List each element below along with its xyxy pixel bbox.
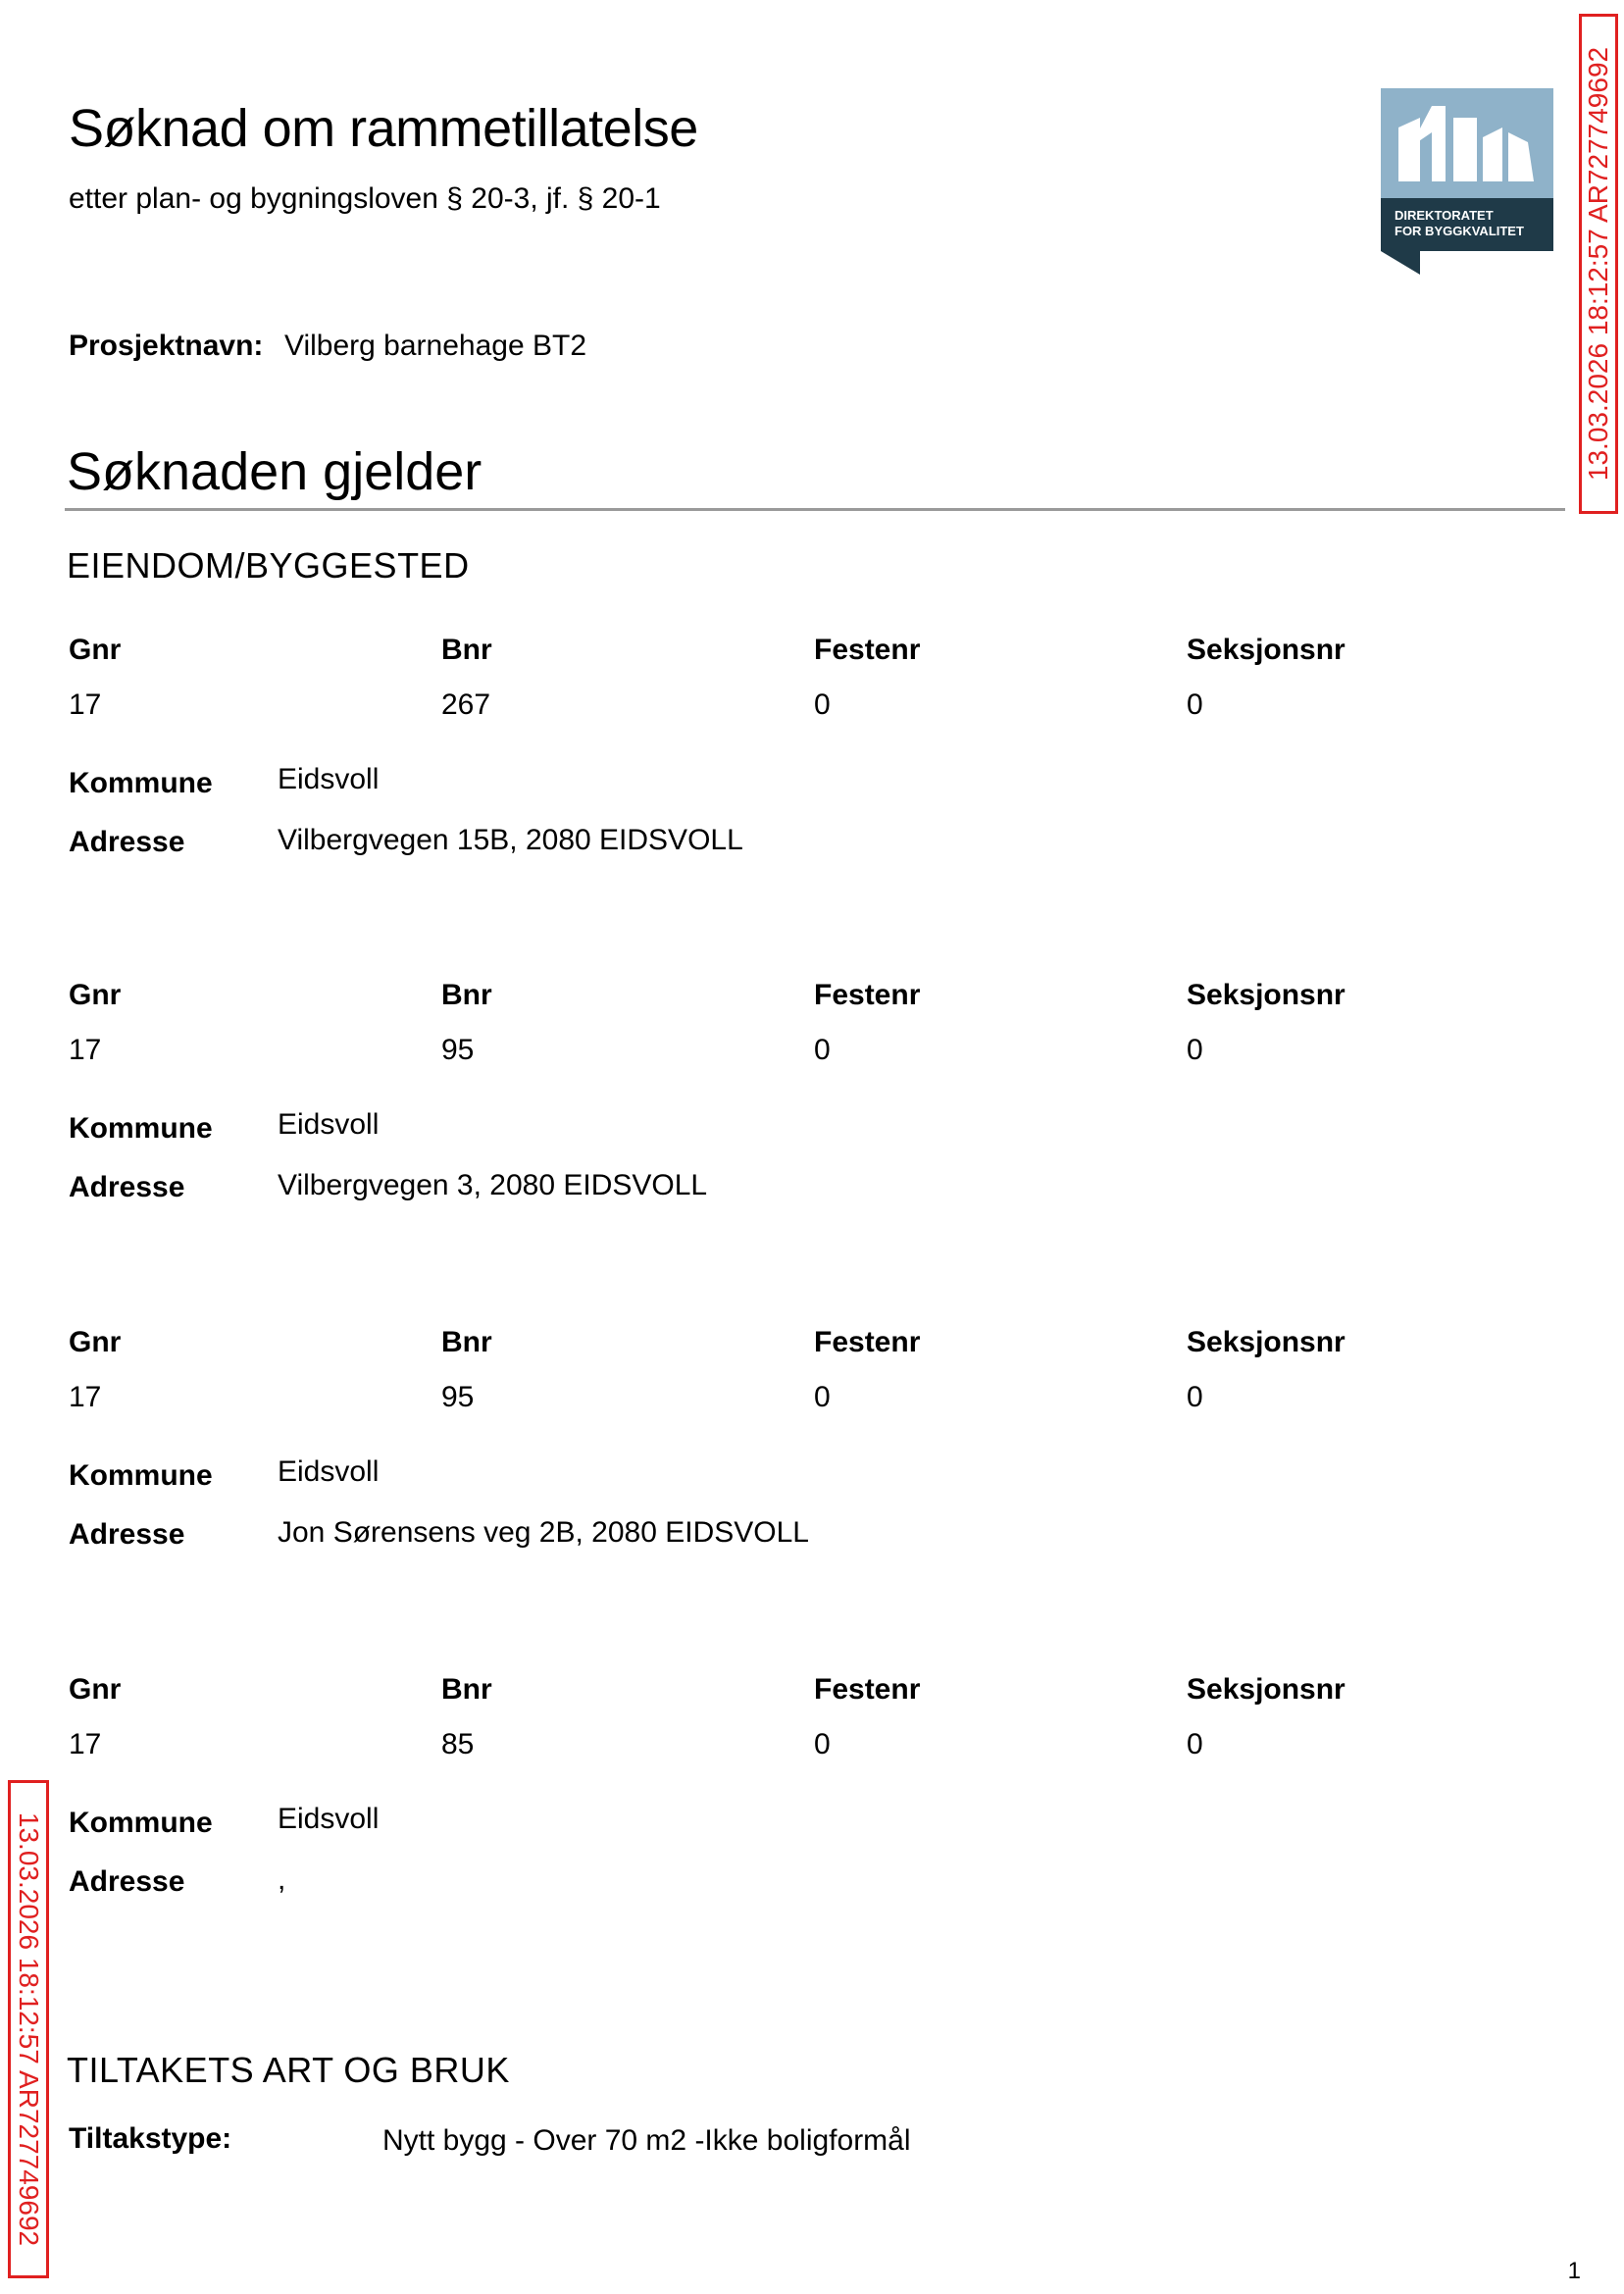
section-title: Søknaden gjelder xyxy=(67,442,482,501)
logo-text xyxy=(1381,198,1553,251)
date-stamp-right xyxy=(1579,14,1618,514)
kommune-value: Eidsvoll xyxy=(278,1455,380,1488)
bnr-value: 95 xyxy=(441,1034,475,1066)
kommune-value: Eidsvoll xyxy=(278,1803,380,1835)
festenr-label: Festenr xyxy=(814,979,921,1011)
page-number: 1 xyxy=(1567,2258,1581,2284)
gnr-label: Gnr xyxy=(69,979,122,1011)
project-name: Vilberg barnehage BT2 xyxy=(284,330,586,362)
stamp-text: 13.03.2026 18:12:57 AR727749692 xyxy=(1583,46,1614,482)
festenr-value: 0 xyxy=(814,1381,831,1413)
adresse-value: Jon Sørensens veg 2B, 2080 EIDSVOLL xyxy=(278,1516,809,1549)
festenr-label: Festenr xyxy=(814,1673,921,1706)
seksjonsnr-value: 0 xyxy=(1187,1034,1203,1066)
kommune-label: Kommune xyxy=(69,1459,213,1492)
kommune-label: Kommune xyxy=(69,1807,213,1839)
gnr-label: Gnr xyxy=(69,1326,122,1358)
logo-tail xyxy=(1381,251,1420,275)
logo-line2: FOR BYGGKVALITET xyxy=(1395,224,1524,238)
kommune-value: Eidsvoll xyxy=(278,763,380,795)
building-icon xyxy=(1381,88,1553,198)
festenr-value: 0 xyxy=(814,1728,831,1760)
seksjonsnr-label: Seksjonsnr xyxy=(1187,1673,1345,1706)
festenr-value: 0 xyxy=(814,688,831,721)
kommune-value: Eidsvoll xyxy=(278,1108,380,1141)
adresse-label: Adresse xyxy=(69,826,185,858)
gnr-label: Gnr xyxy=(69,1673,122,1706)
adresse-value: Vilbergvegen 15B, 2080 EIDSVOLL xyxy=(278,824,743,856)
bnr-value: 85 xyxy=(441,1728,475,1760)
bnr-label: Bnr xyxy=(441,634,492,666)
section-divider xyxy=(65,508,1565,511)
seksjonsnr-value: 0 xyxy=(1187,1381,1203,1413)
gnr-value: 17 xyxy=(69,1728,102,1760)
bnr-label: Bnr xyxy=(441,1326,492,1358)
gnr-value: 17 xyxy=(69,1381,102,1413)
bnr-label: Bnr xyxy=(441,979,492,1011)
adresse-value: , xyxy=(278,1863,286,1896)
seksjonsnr-label: Seksjonsnr xyxy=(1187,634,1345,666)
tiltakstype-label: Tiltakstype: xyxy=(69,2122,232,2155)
logo-line1: DIREKTORATET xyxy=(1395,208,1494,223)
project-label: Prosjektnavn: xyxy=(69,330,264,362)
gnr-label: Gnr xyxy=(69,634,122,666)
adresse-label: Adresse xyxy=(69,1171,185,1203)
gnr-value: 17 xyxy=(69,1034,102,1066)
kommune-label: Kommune xyxy=(69,767,213,799)
page-subtitle: etter plan- og bygningsloven § 20-3, jf. § 20-1 xyxy=(69,182,661,215)
eiendom-heading: EIENDOM/BYGGESTED xyxy=(67,545,470,586)
festenr-label: Festenr xyxy=(814,1326,921,1358)
seksjonsnr-label: Seksjonsnr xyxy=(1187,979,1345,1011)
stamp-text: 13.03.2026 18:12:57 AR727749692 xyxy=(14,1811,45,2247)
gnr-value: 17 xyxy=(69,688,102,721)
tiltak-heading: TILTAKETS ART OG BRUK xyxy=(67,2050,510,2090)
adresse-label: Adresse xyxy=(69,1518,185,1551)
adresse-value: Vilbergvegen 3, 2080 EIDSVOLL xyxy=(278,1169,708,1201)
kommune-label: Kommune xyxy=(69,1112,213,1145)
dibk-logo xyxy=(1381,88,1553,275)
date-stamp-left xyxy=(8,1780,49,2278)
seksjonsnr-label: Seksjonsnr xyxy=(1187,1326,1345,1358)
tiltakstype-value: Nytt bygg - Over 70 m2 -Ikke boligformål xyxy=(382,2124,911,2157)
bnr-label: Bnr xyxy=(441,1673,492,1706)
seksjonsnr-value: 0 xyxy=(1187,688,1203,721)
adresse-label: Adresse xyxy=(69,1865,185,1898)
page-title: Søknad om rammetillatelse xyxy=(69,99,698,158)
festenr-value: 0 xyxy=(814,1034,831,1066)
seksjonsnr-value: 0 xyxy=(1187,1728,1203,1760)
bnr-value: 95 xyxy=(441,1381,475,1413)
festenr-label: Festenr xyxy=(814,634,921,666)
bnr-value: 267 xyxy=(441,688,491,721)
logo-emblem xyxy=(1381,88,1553,198)
